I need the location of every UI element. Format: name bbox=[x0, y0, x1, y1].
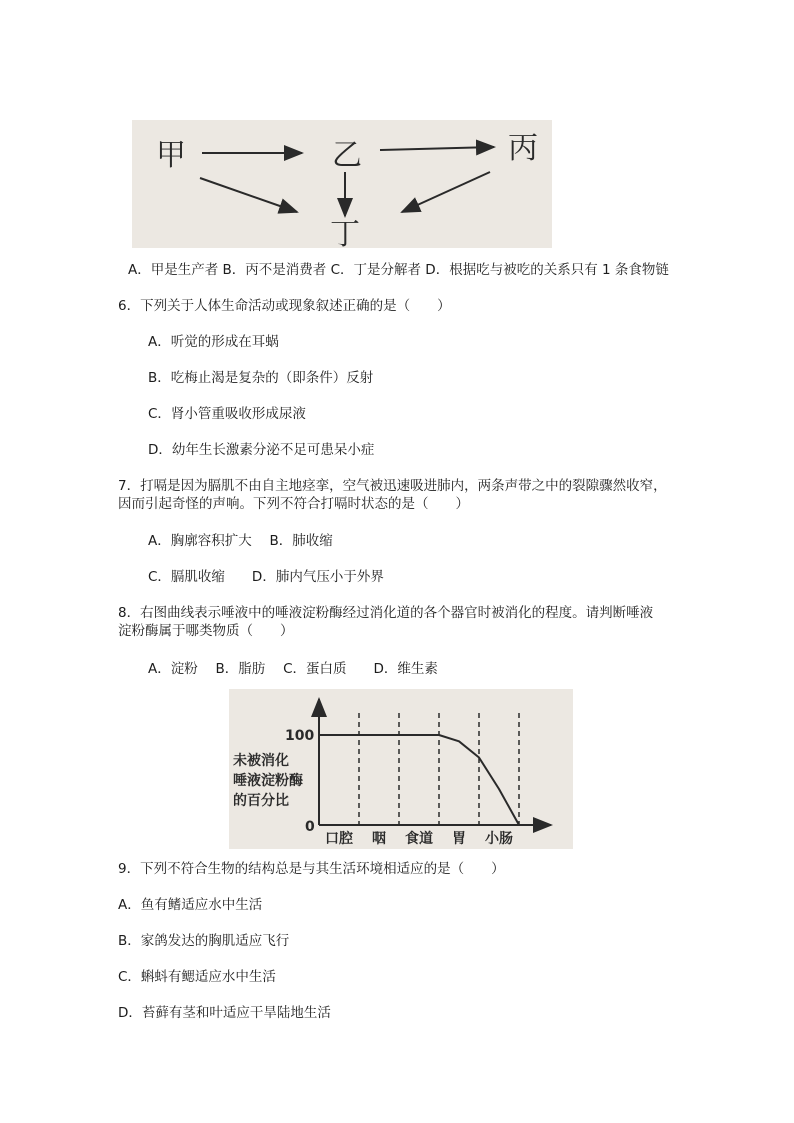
q9-option-a: A．鱼有鳍适应水中生活 bbox=[118, 897, 263, 913]
q6-option-c: C．肾小管重吸收形成尿液 bbox=[148, 406, 306, 422]
arrow-yi-bing bbox=[380, 147, 494, 150]
node-ding: 丁 bbox=[330, 217, 360, 248]
x-category-label: 胃 bbox=[452, 831, 466, 847]
y-axis-label: 未被消化 bbox=[233, 753, 289, 769]
y-axis-label: 的百分比 bbox=[233, 793, 289, 809]
node-yi: 乙 bbox=[332, 138, 362, 173]
arrow-jia-ding bbox=[200, 178, 297, 212]
x-category-label: 口腔 bbox=[325, 831, 353, 847]
q9-option-d: D．苔藓有茎和叶适应干旱陆地生活 bbox=[118, 1005, 331, 1021]
q7-options-2: C．膈肌收缩 D．肺内气压小于外界 bbox=[148, 569, 384, 585]
y-axis-label: 唾液淀粉酶 bbox=[233, 773, 303, 789]
enzyme-digestion-chart bbox=[229, 689, 573, 849]
q5-options: A．甲是生产者 B．丙不是消费者 C．丁是分解者 D．根据吃与被吃的关系只有 1 条食物链 bbox=[128, 262, 669, 278]
node-jia: 甲 bbox=[156, 138, 186, 173]
q6-option-b: B．吃梅止渴是复杂的（即条件）反射 bbox=[148, 370, 374, 386]
q7-stem-line1: 7．打嗝是因为膈肌不由自主地痉挛，空气被迅速吸进肺内，两条声带之中的裂隙骤然收窄， bbox=[118, 478, 667, 494]
food-web-svg bbox=[132, 120, 552, 248]
x-category-label: 咽 bbox=[372, 831, 386, 847]
q8-stem-line1: 8．右图曲线表示唾液中的唾液淀粉酶经过消化道的各个器官时被消化的程度。请判断唾液 bbox=[118, 605, 654, 621]
x-category-label: 小肠 bbox=[485, 831, 513, 847]
q7-options-1: A．胸廓容积扩大 B．肺收缩 bbox=[148, 533, 333, 549]
q9-option-c: C．蝌蚪有鳃适应水中生活 bbox=[118, 969, 276, 985]
food-web-diagram bbox=[132, 120, 552, 248]
series-line bbox=[319, 735, 519, 825]
q8-stem-line2: 淀粉酶属于哪类物质（ ） bbox=[118, 623, 294, 639]
q6-option-a: A．听觉的形成在耳蜗 bbox=[148, 334, 279, 350]
q9-option-b: B．家鸽发达的胸肌适应飞行 bbox=[118, 933, 290, 949]
y-tick-label: 0 bbox=[305, 819, 315, 835]
q6-stem: 6．下列关于人体生命活动或现象叙述正确的是（ ） bbox=[118, 298, 451, 314]
q8-options: A．淀粉 B．脂肪 C．蛋白质 D．维生素 bbox=[148, 661, 438, 677]
q6-option-d: D．幼年生长激素分泌不足可患呆小症 bbox=[148, 442, 375, 458]
q7-stem-line2: 因而引起奇怪的声响。下列不符合打嗝时状态的是（ ） bbox=[118, 496, 469, 512]
arrow-bing-ding bbox=[402, 172, 490, 212]
chart-svg bbox=[229, 689, 573, 849]
node-bing: 丙 bbox=[508, 131, 538, 166]
y-tick-label: 100 bbox=[285, 728, 315, 744]
q9-stem: 9．下列不符合生物的结构总是与其生活环境相适应的是（ ） bbox=[118, 861, 505, 877]
x-category-label: 食道 bbox=[405, 831, 433, 847]
